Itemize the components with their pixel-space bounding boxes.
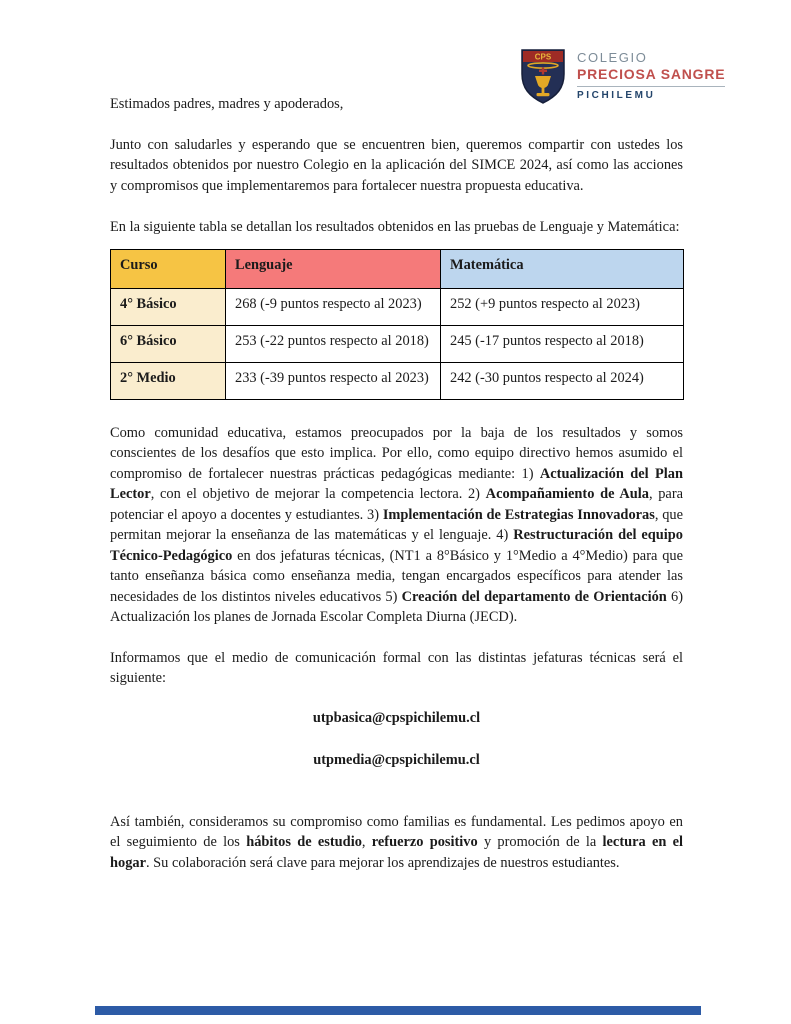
- table-lead-paragraph: En la siguiente tabla se detallan los resultados obtenidos en las pruebas de Lenguaje y Matemática:: [110, 219, 680, 235]
- header-curso: Curso: [111, 249, 226, 288]
- letter-body: [110, 0, 683, 873]
- results-table: [110, 249, 684, 400]
- cell-lenguaje-4basico: 268 (-9 puntos respecto al 2023): [226, 288, 441, 325]
- table-row: [111, 288, 684, 325]
- school-city: PICHILEMU: [577, 90, 656, 101]
- closing-paragraph: Así también, consideramos su compromiso como familias es fundamental. Les pedimos apoyo en el seguimiento de los hábitos de estudio, refuerzo positivo y promoción de la lectura en el hogar. Su colaboración será clave para mejorar los aprendizajes de nuestros estudiantes.: [110, 813, 684, 871]
- cell-matematica-4basico: 252 (+9 puntos respecto al 2023): [441, 288, 684, 325]
- school-name-line1: COLEGIO: [577, 50, 648, 65]
- table-header-row: [111, 249, 684, 288]
- cell-curso-2medio: 2° Medio: [111, 362, 226, 399]
- cell-curso-4basico: 4° Básico: [111, 288, 226, 325]
- cell-curso-6basico: 6° Básico: [111, 325, 226, 362]
- cell-lenguaje-2medio: 233 (-39 puntos respecto al 2023): [226, 362, 441, 399]
- school-name-line2: PRECIOSA SANGRE: [577, 66, 726, 82]
- svg-text:CPS: CPS: [534, 52, 552, 62]
- header-lenguaje: Lenguaje: [226, 249, 441, 288]
- salutation: Estimados padres, madres y apoderados,: [110, 96, 344, 112]
- email-utpmedia: utpmedia@cpspichilemu.cl: [313, 752, 480, 768]
- contact-lead-paragraph: Informamos que el medio de comunicación formal con las distintas jefaturas técnicas será el siguiente:: [110, 649, 683, 686]
- cell-matematica-2medio: 242 (-30 puntos respecto al 2024): [441, 362, 684, 399]
- footer-bar: [95, 1006, 701, 1015]
- table-row: [111, 362, 684, 399]
- header-matematica: Matemática: [441, 249, 684, 288]
- email-utpbasica: utpbasica@cpspichilemu.cl: [312, 709, 481, 726]
- cell-lenguaje-6basico: 253 (-22 puntos respecto al 2018): [226, 325, 441, 362]
- cell-matematica-6basico: 245 (-17 puntos respecto al 2018): [441, 325, 684, 362]
- intro-paragraph: Junto con saludarles y esperando que se encuentren bien, queremos compartir con ustedes los resultados obtenidos por nuestro Colegio en la aplicación del SIMCE 2024, así como las acciones y compromisos que implementaremos para fortalecer nuestra propuesta educativa.: [110, 136, 683, 194]
- table-row: [111, 325, 684, 362]
- commitments-paragraph: Como comunidad educativa, estamos preocupados por la baja de los resultados y somos conscientes de los desafíos que esto implica. Por ello, como equipo directivo hemos asumido el compromiso de fortalecer nuestras prácticas pedagógicas mediante: 1) Actualización del Plan Lector, con el objetivo de mejorar la competencia lectora. 2) Acompañamiento de Aula, para potenciar el apoyo a docentes y estudiantes. 3) Implementación de Estrategias Innovadoras, que permitan mejorar la enseñanza de las matemáticas y el lenguaje. 4) Restructuración del equipo Técnico-Pedagógico en dos jefaturas técnicas, (NT1 a 8°Básico y 1°Medio a 4°Medio) para que tanto enseñanza básica como enseñanza media, tengan encargados específicos para atender las necesidades de los distintos niveles educativos 5) Creación del departamento de Orientación 6) Actualización los planes de Jornada Escolar Completa Diurna (JECD).: [110, 424, 684, 625]
